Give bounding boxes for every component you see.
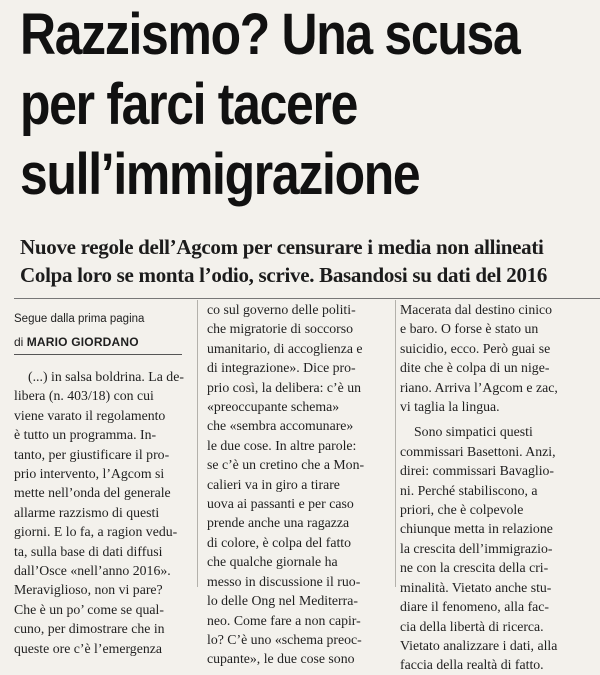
text-line: allarme razzismo di questi <box>14 504 160 520</box>
text-line: libera (n. 403/18) con cui <box>14 388 154 404</box>
text-line: cupante», le due cose sono <box>207 651 355 667</box>
text-line: se c’è un cretino che a Mon- <box>207 457 365 473</box>
text-line: è tutto un programma. In- <box>14 427 157 443</box>
text-line: priori, che è colpevole <box>400 502 524 518</box>
text-line: messo in discussione il ruo- <box>207 573 361 589</box>
subheadline-line: Colpa loro se monta l’odio, scrive. Basandosi su dati del 2016 <box>20 263 548 287</box>
article-column-3 <box>400 300 600 675</box>
column-3-paragraph-1 <box>400 300 600 416</box>
text-line: prio così, la delibera: c’è un <box>207 379 362 395</box>
text-line: (...) in salsa boldrina. La de- <box>28 369 184 384</box>
text-line: che qualche giornale ha <box>207 554 338 570</box>
headline-line: sull’immigrazione <box>20 142 420 207</box>
text-line: Sono simpatici questi <box>414 424 533 440</box>
text-line: le due cose. In altre parole: <box>207 437 357 453</box>
section-divider <box>14 298 600 299</box>
text-line: Vietato analizzare i dati, alla <box>400 637 558 653</box>
column-3-paragraph-2 <box>400 422 600 674</box>
text-line: calieri va in giro a tirare <box>207 476 340 492</box>
subheadline <box>20 233 600 289</box>
text-line: ni. Perché stabiliscono, a <box>400 482 538 498</box>
text-line: mette nell’onda del generale <box>14 485 171 501</box>
text-line: riano. Arriva l’Agcom e zac, <box>400 379 558 395</box>
article-column-2 <box>207 300 392 669</box>
text-line: queste ore c’è l’emergenza <box>14 640 162 656</box>
column-1-text <box>14 367 192 658</box>
text-line: ta, sulla base di dati diffusi <box>14 543 163 559</box>
headline <box>20 0 519 210</box>
text-line: minalità. Vietato anche stu- <box>400 579 552 595</box>
subheadline-line: Nuove regole dell’Agcom per censurare i media non allineati <box>20 235 544 259</box>
text-line: co sul governo delle politi- <box>207 302 356 317</box>
text-line: umanitario, di accoglienza e <box>207 340 363 356</box>
byline <box>14 335 182 355</box>
column-divider <box>395 300 396 587</box>
text-line: giorni. E lo fa, a ragion vedu- <box>14 524 178 540</box>
column-2-text <box>207 300 392 669</box>
author-name: MARIO GIORDANO <box>26 335 139 349</box>
text-line: che «sembra accomunare» <box>207 418 354 434</box>
text-line: e baro. O forse è stato un <box>400 321 539 337</box>
headline-line: per farci tacere <box>20 72 358 137</box>
text-line: neo. Come fare a non capir- <box>207 612 361 628</box>
text-line: diare il fenomeno, alla fac- <box>400 599 550 615</box>
headline-line: Razzismo? Una scusa <box>20 2 520 67</box>
byline-prefix: di <box>14 335 24 349</box>
text-line: dite che è colpa di un nige- <box>400 360 550 376</box>
text-line: Meraviglioso, non vi pare? <box>14 582 163 598</box>
text-line: chiunque metta in relazione <box>400 521 553 537</box>
text-line: di integrazione». Dice pro- <box>207 360 356 376</box>
text-line: tanto, per giustificare il pro- <box>14 446 170 462</box>
text-line: cia della libertà di ricerca. <box>400 618 544 634</box>
text-line: prio intervento, l’Agcom si <box>14 466 165 482</box>
column-divider <box>197 300 198 587</box>
text-line: Macerata dal destino cinico <box>400 302 553 317</box>
text-line: viene varato il regolamento <box>14 407 166 423</box>
text-line: ne con la crescita della cri- <box>400 560 549 576</box>
article-column-1 <box>14 300 192 658</box>
text-line: la crescita dell’immigrazio- <box>400 540 553 556</box>
text-line: «preoccupante schema» <box>207 399 340 415</box>
text-line: che migratorie di soccorso <box>207 321 353 337</box>
text-line: faccia della realtà di fatto. <box>400 657 544 673</box>
text-line: uova ai passanti e per caso <box>207 496 354 512</box>
text-line: direi: commissari Bavaglio- <box>400 463 555 479</box>
text-line: dall’Osce «nell’anno 2016». <box>14 563 171 579</box>
text-line: lo delle Ong nel Mediterra- <box>207 593 358 609</box>
text-line: cuno, per dimostrare che in <box>14 621 165 637</box>
text-line: prende anche una ragazza <box>207 515 350 531</box>
text-line: di colore, è colpa del fatto <box>207 534 352 550</box>
continued-from-label: Segue dalla prima pagina <box>14 313 145 325</box>
text-line: vi taglia la lingua. <box>400 399 500 415</box>
text-line: commissari Basettoni. Anzi, <box>400 443 556 459</box>
text-line: Che è un po’ come se qual- <box>14 601 164 617</box>
text-line: lo? C’è uno «schema preoc- <box>207 631 362 647</box>
text-line: suicidio, ecco. Però guai se <box>400 340 551 356</box>
